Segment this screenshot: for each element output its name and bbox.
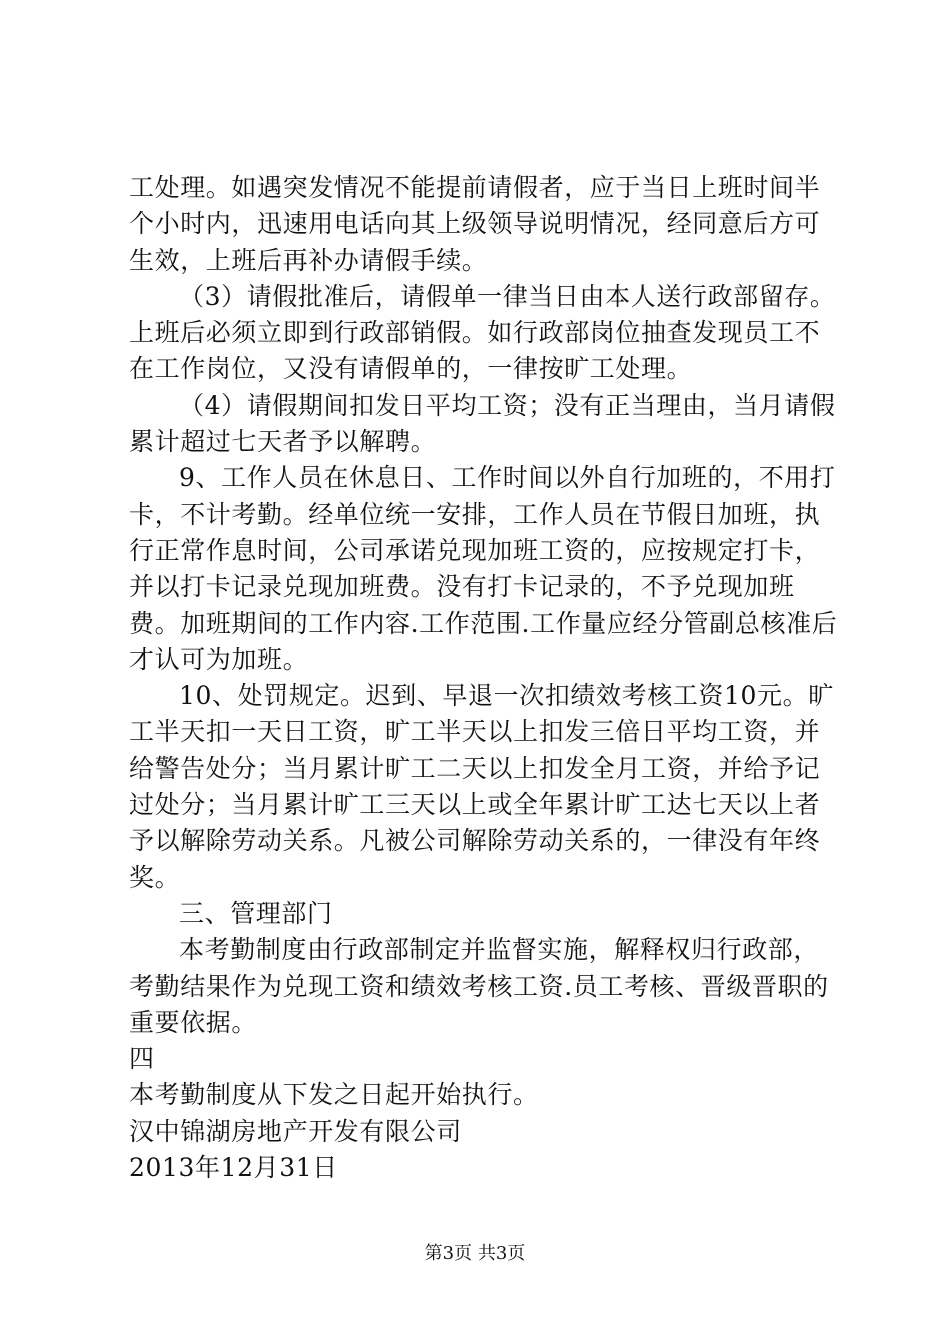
section-heading-four: 四 <box>129 1044 155 1074</box>
paragraph-management-dept: 本考勤制度由行政部制定并监督实施，解释权归行政部，考勤结果作为兑现工资和绩效考核工资.员工考核、晋级晋职的重要依据。 <box>129 935 829 1037</box>
section-heading-management: 三、管理部门 <box>179 898 333 928</box>
paragraph-effective-date: 本考勤制度从下发之日起开始执行。 <box>129 1080 539 1110</box>
paragraph-leave-procedure-continued: 工处理。如遇突发情况不能提前请假者，应于当日上班时间半个小时内，迅速用电话向其上级领导说明情况，经同意后方可生效，上班后再补办请假手续。 <box>129 173 821 275</box>
document-body <box>129 170 839 1186</box>
company-signature: 汉中锦湖房地产开发有限公司 <box>129 1116 462 1146</box>
page-number-footer: 第3页 共3页 <box>424 1243 526 1264</box>
document-date: 2013年12月31日 <box>129 1153 338 1183</box>
paragraph-rule-10-penalties: 10、处罚规定。迟到、早退一次扣绩效考核工资10元。旷工半天扣一天日工资，旷工半天以上扣发三倍日平均工资，并给警告处分；当月累计旷工二天以上扣发全月工资，并给予记过处分；当月累计旷工三天以上或全年累计旷工达七天以上者予以解除劳动关系。凡被公司解除劳动关系的，一律没有年终奖。 <box>129 681 834 892</box>
paragraph-rule-9-overtime: 9、工作人员在休息日、工作时间以外自行加班的，不用打卡，不计考勤。经单位统一安排，工作人员在节假日加班，执行正常作息时间，公司承诺兑现加班工资的，应按规定打卡，并以打卡记录兑现加班费。没有打卡记录的，不予兑现加班费。加班期间的工作内容.工作范围.工作量应经分管副总核准后才认可为加班。 <box>129 463 838 674</box>
paragraph-leave-item-4: （4）请假期间扣发日平均工资；没有正当理由，当月请假累计超过七天者予以解聘。 <box>129 390 836 457</box>
paragraph-leave-item-3: （3）请假批准后，请假单一律当日由本人送行政部留存。上班后必须立即到行政部销假。如行政部岗位抽查发现员工不在工作岗位，又没有请假单的，一律按旷工处理。 <box>129 281 836 384</box>
